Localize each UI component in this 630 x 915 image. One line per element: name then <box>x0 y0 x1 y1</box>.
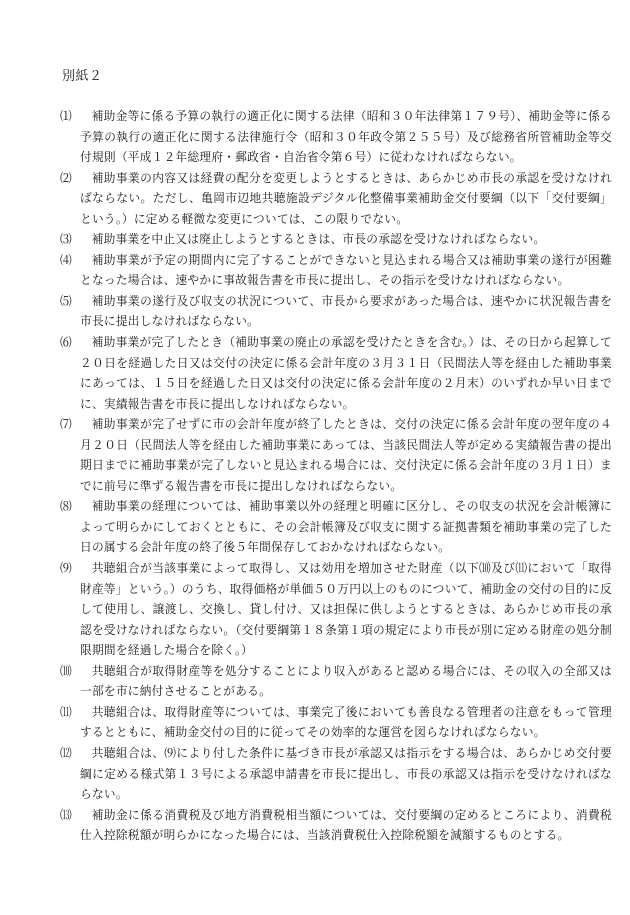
item-number: ⑺ <box>60 417 72 432</box>
item-text: 補助事業の内容又は経費の配分を変更しようとするときは、あらかじめ市長の承認を受けなければならない。ただし、亀岡市辺地共聴施設デジタル化整備事業補助金交付要綱（以下「交付要綱」という。）に定める軽微な変更については、この限りでない。 <box>80 170 612 226</box>
condition-item <box>62 702 612 743</box>
item-number: ⑵ <box>60 170 72 185</box>
item-text: 補助金等に係る予算の執行の適正化に関する法律（昭和３０年法律第１７９号）、補助金等に係る予算の執行の適正化に関する法律施行令（昭和３０年政令第２５５号）及び総務省所管補助金等交付規則（平成１２年総理府・郵政省・自治省令第６号）に従わなければならない。 <box>80 109 612 165</box>
condition-item <box>62 414 612 496</box>
item-number: ⑶ <box>60 232 72 247</box>
item-text: 共聴組合が当該事業によって取得し、又は効用を増加させた財産（以下⑽及び⑾において「取得財産等」という。）のうち、取得価格が単価５０万円以上のものについて、補助金の交付の目的に反して使用し、譲渡し、交換し、貸し付け、又は担保に供しようとするときは、あらかじめ市長の承認を受けなければならない。（交付要綱第１８条第１項の規定により市長が別に定める財産の処分制限期間を経過した場合を除く。） <box>80 561 612 658</box>
item-number: ⑸ <box>60 293 72 308</box>
item-number: ⑾ <box>60 704 72 719</box>
item-text: 共聴組合は、取得財産等については、事業完了後においても善良なる管理者の注意をもって管理するとともに、補助金交付の目的に従ってその効率的な運営を図らなければならない。 <box>80 704 612 740</box>
condition-item <box>62 250 612 291</box>
item-number: ⑻ <box>60 499 72 514</box>
item-text: 補助事業が完了せずに市の会計年度が終了したときは、交付の決定に係る会計年度の翌年度の４月２０日（民間法人等を経由した補助事業にあっては、当該民間法人等が定める実績報告書の提出期日までに補助事業が完了しないと見込まれる場合には、交付決定に係る会計年度の３月１日）までに前号に準ずる報告書を市長に提出しなければならない。 <box>80 417 612 493</box>
item-number: ⑿ <box>60 745 72 760</box>
item-text: 補助事業の遂行及び収支の状況について、市長から要求があった場合は、速やかに状況報告書を市長に提出しなければならない。 <box>80 293 612 329</box>
item-number: ⒀ <box>60 807 72 822</box>
item-number: ⑼ <box>60 561 72 576</box>
item-text: 補助事業が完了したとき（補助事業の廃止の承認を受けたときを含む。）は、その日から起算して２０日を経過した日又は交付の決定に係る会計年度の３月３１日（民間法人等を経由した補助事業にあっては、１５日を経過した日又は交付の決定に係る会計年度の２月末）のいずれか早い日までに、実績報告書を市長に提出しなければならない。 <box>80 335 612 411</box>
condition-item <box>62 558 612 661</box>
item-text: 補助金に係る消費税及び地方消費税相当額については、交付要綱の定めるところにより、消費税仕入控除税額が明らかになった場合には、当該消費税仕入控除税額を減額するものとする。 <box>80 807 612 843</box>
item-text: 共聴組合が取得財産等を処分することにより収入があると認める場合には、その収入の全部又は一部を市に納付させることがある。 <box>80 663 612 699</box>
condition-item <box>62 743 612 805</box>
condition-item <box>62 805 612 846</box>
condition-list <box>62 106 612 846</box>
document-title: 別紙２ <box>62 69 103 84</box>
condition-item <box>62 291 612 332</box>
condition-item <box>62 168 612 230</box>
condition-item <box>62 496 612 558</box>
condition-item <box>62 229 612 250</box>
condition-item <box>62 332 612 414</box>
item-text: 補助事業が予定の期間内に完了することができないと見込まれる場合又は補助事業の遂行が困難となった場合は、速やかに事故報告書を市長に提出し、その指示を受けなければならない。 <box>80 252 612 288</box>
item-number: ⑹ <box>60 335 72 350</box>
condition-item <box>62 106 612 168</box>
item-number: ⑴ <box>60 109 72 123</box>
item-number: ⑷ <box>60 252 72 267</box>
item-text: 補助事業の経理については、補助事業以外の経理と明確に区分し、その収支の状況を会計帳簿によって明らかにしておくとともに、その会計帳簿及び収支に関する証拠書類を補助事業の完了した日の属する会計年度の終了後５年間保存しておかなければならない。 <box>80 499 612 555</box>
condition-item <box>62 661 612 702</box>
item-text: 補助事業を中止又は廃止しようとするときは、市長の承認を受けなければならない。 <box>91 232 546 247</box>
item-number: ⑽ <box>60 663 72 678</box>
item-text: 共聴組合は、⑼により付した条件に基づき市長が承認又は指示をする場合は、あらかじめ交付要綱に定める様式第１３号による承認申請書を市長に提出し、市長の承認又は指示を受けなければならない。 <box>80 745 612 802</box>
